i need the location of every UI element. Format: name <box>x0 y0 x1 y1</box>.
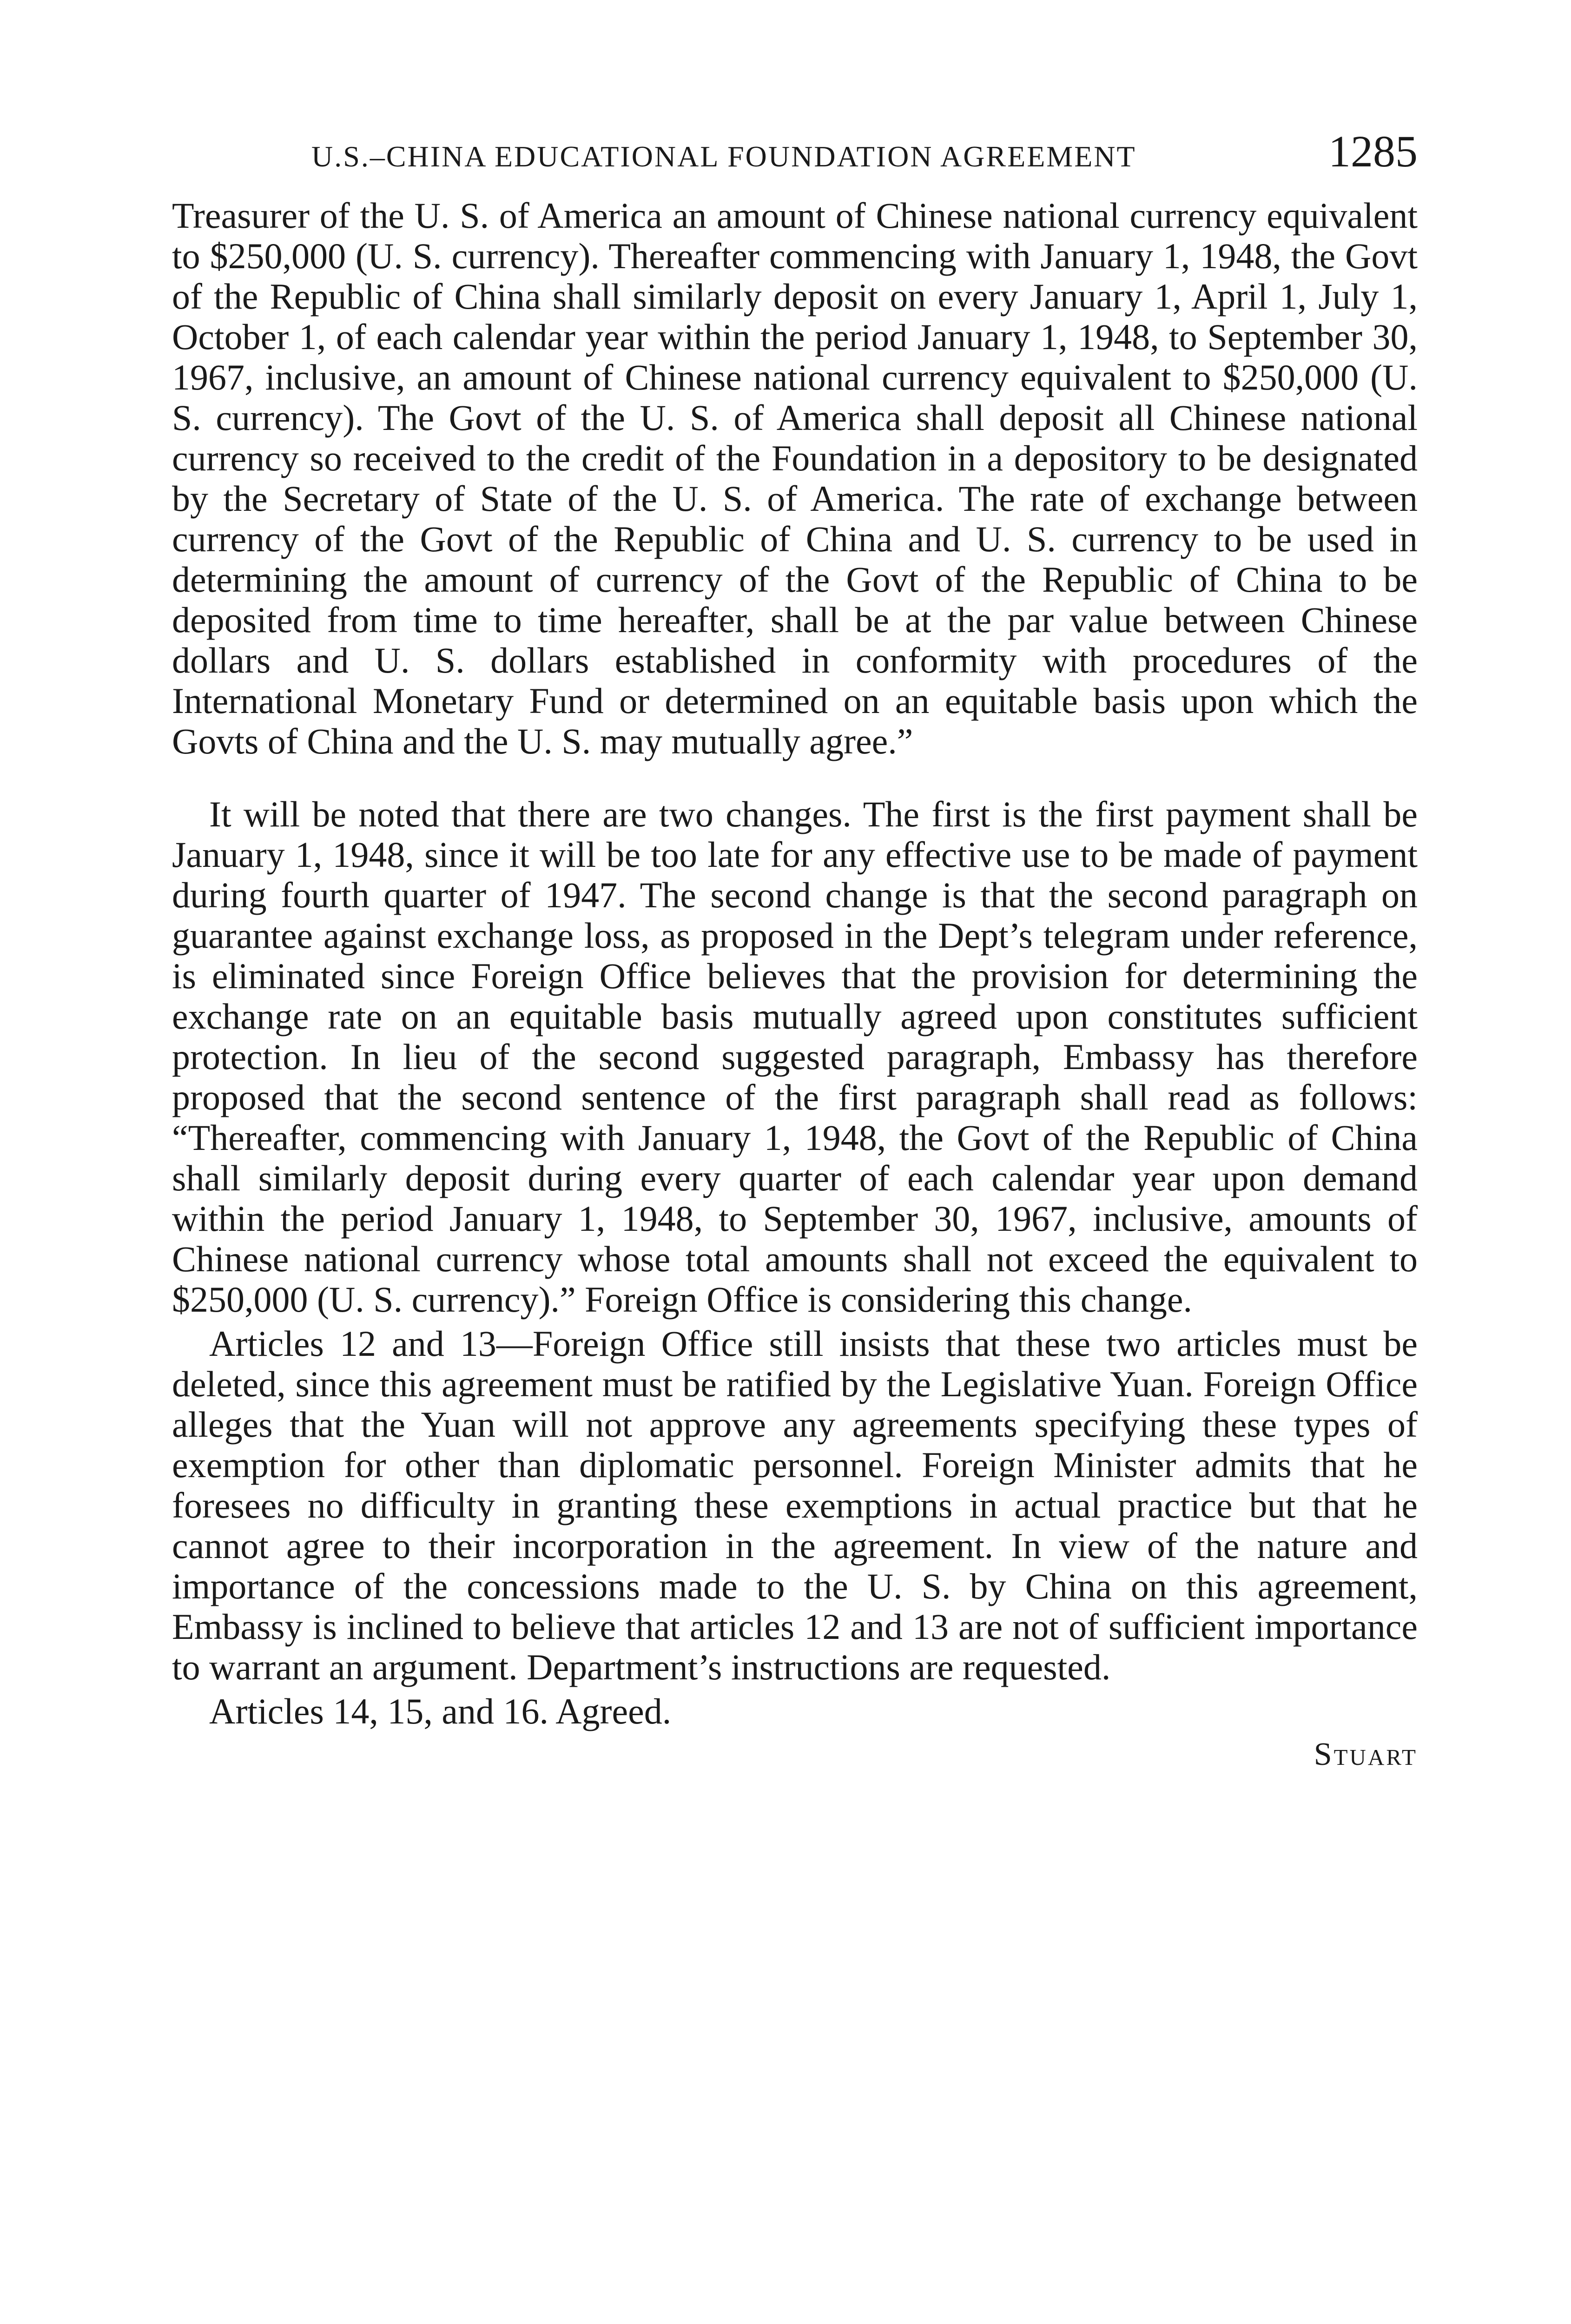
quoted-agreement-paragraph: Treasurer of the U. S. of America an amount of Chinese national currency equivalent to $250,000 (U. S. currency). Thereafter commencing with January 1, 1948, the Govt of the Republic of China shall similarly deposit on every January 1, April 1, July 1, October 1, of each calendar year within the period January 1, 1948, to September 30, 1967, inclusive, an amount of Chinese national currency equivalent to $250,000 (U. S. currency). The Govt of the U. S. of America shall deposit all Chinese national currency so received to the credit of the Foundation in a depository to be designated by the Secretary of State of the U. S. of America. The rate of exchange between currency of the Govt of the Republic of China and U. S. currency to be used in determining the amount of currency of the Govt of the Republic of China to be deposited from time to time hereafter, shall be at the par value between Chinese dollars and U. S. dollars established in conformity with procedures of the International Monetary Fund or determined on an equitable basis upon which the Govts of China and the U. S. may mutually agree.” <box>172 195 1418 761</box>
page-number: 1285 <box>1328 126 1418 176</box>
articles-14-16-paragraph: Articles 14, 15, and 16. Agreed. <box>209 1691 672 1731</box>
changes-paragraph: It will be noted that there are two changes. The first is the first payment shall be January 1, 1948, since it will be too late for any effective use to be made of payment during fourth quarter of 1947. The second change is that the second paragraph on guarantee against exchange loss, as proposed in the Dept’s telegram under reference, is eliminated since Foreign Office believes that the provision for determining the exchange rate on an equitable basis mutually agreed upon constitutes sufficient protection. In lieu of the second suggested paragraph, Embassy has therefore proposed that the second sentence of the first paragraph shall read as follows: “Thereafter, commencing with January 1, 1948, the Govt of the Republic of China shall similarly deposit during every quarter of each calendar year upon demand within the period January 1, 1948, to September 30, 1967, inclusive, amounts of Chinese national currency whose total amounts shall not exceed the equivalent to $250,000 (U. S. currency).” Foreign Office is considering this change. <box>172 794 1418 1320</box>
articles-12-13-paragraph: Articles 12 and 13—Foreign Office still insists that these two articles must be deleted, since this agreement must be ratified by the Legislative Yuan. Foreign Office alleges that the Yuan will not approve any agreements specifying these types of exemption for other than diplomatic personnel. Foreign Minister admits that he foresees no difficulty in granting these exemptions in actual practice but that he cannot agree to their incorporation in the agreement. In view of the nature and importance of the concessions made to the U. S. by China on this agreement, Embassy is inclined to believe that articles 12 and 13 are not of sufficient importance to warrant an argument. Department’s instructions are requested. <box>172 1323 1418 1687</box>
signature: Stuart <box>1314 1736 1418 1772</box>
document-page <box>172 125 1418 1773</box>
running-title: U.S.–CHINA EDUCATIONAL FOUNDATION AGREEMENT <box>311 140 1136 173</box>
running-header <box>172 125 1418 181</box>
